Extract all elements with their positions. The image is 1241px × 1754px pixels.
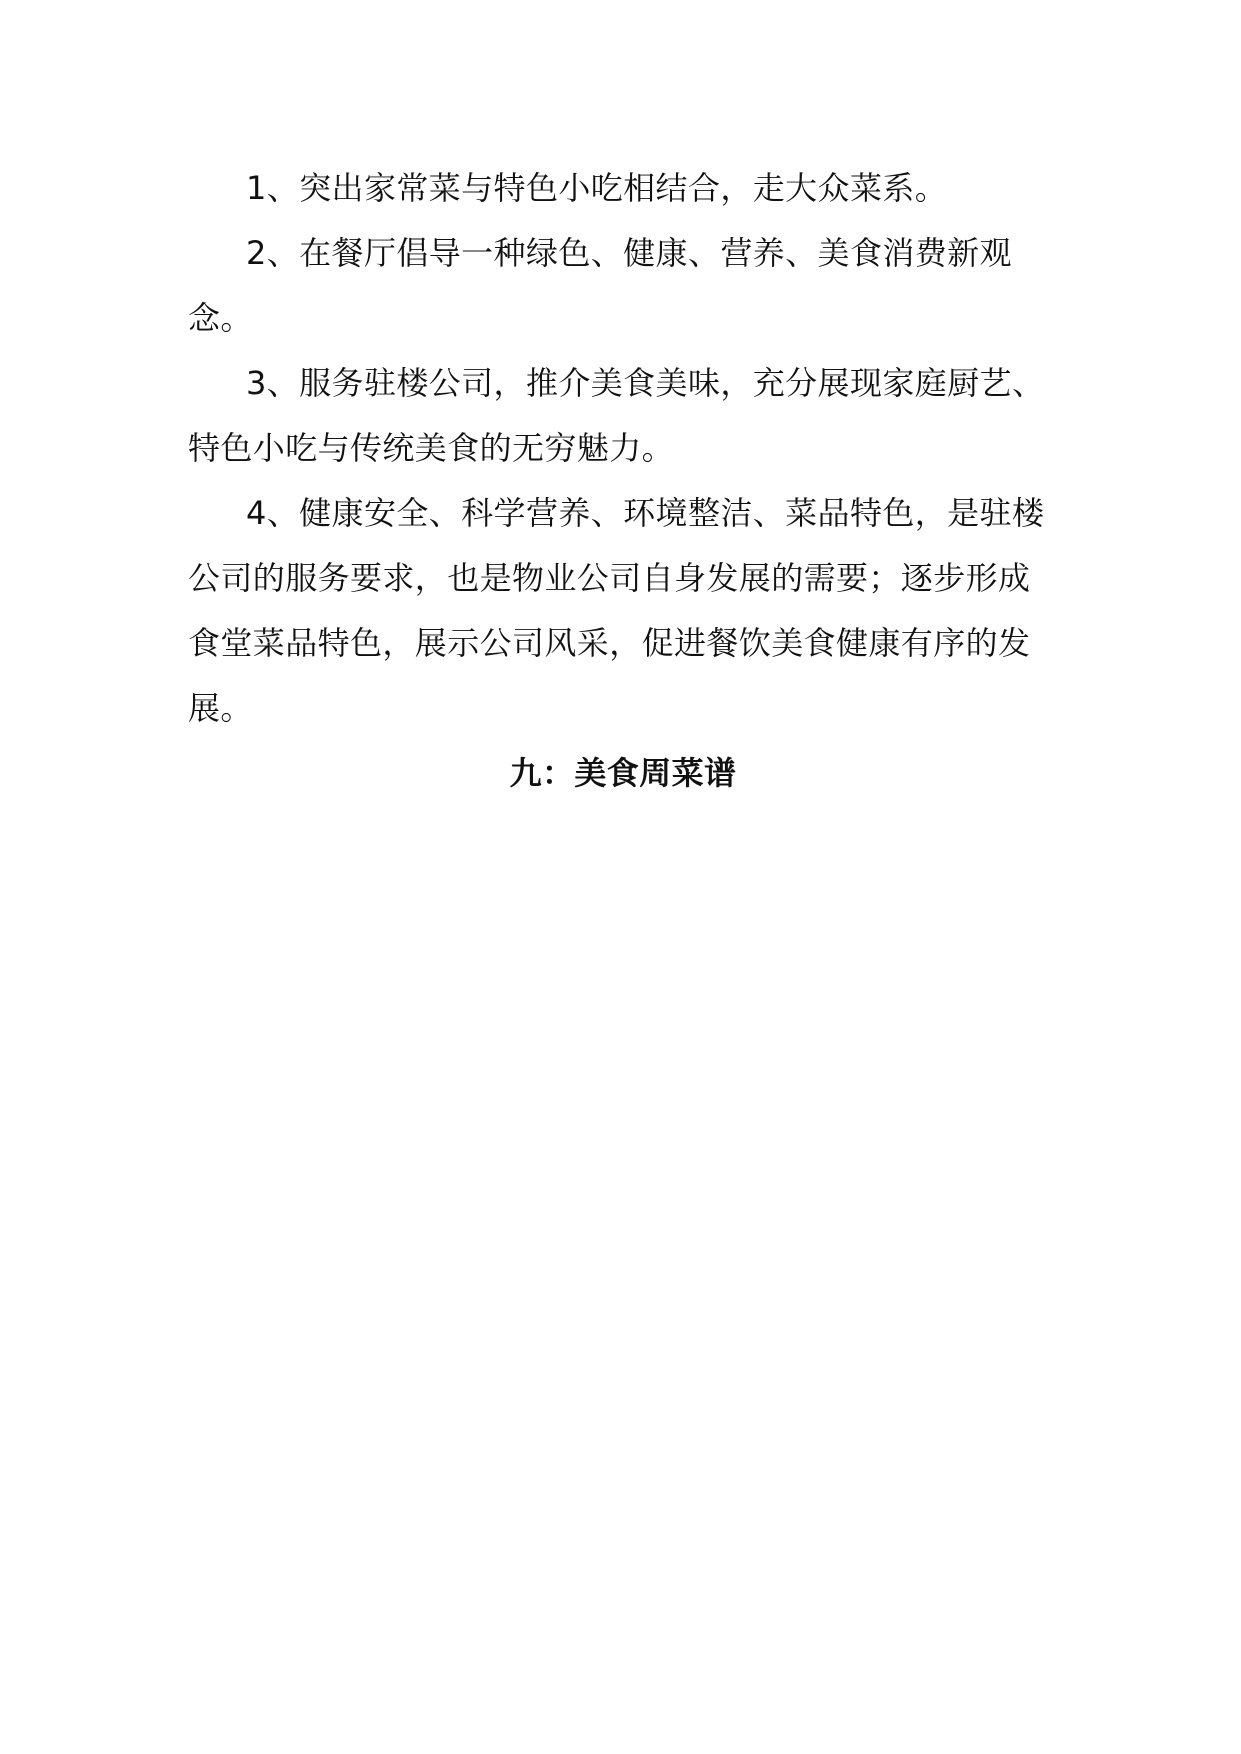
paragraph-4: 4、健康安全、科学营养、环境整洁、菜品特色，是驻楼公司的服务要求，也是物业公司自身发展的需要；逐步形成食堂菜品特色，展示公司风采，促进餐饮美食健康有序的发展。 [188, 494, 1045, 727]
section-heading: 九：美食周菜谱 [509, 754, 737, 792]
paragraph-1: 1、突出家常菜与特色小吃相结合，走大众菜系。 [246, 169, 948, 207]
paragraph-2: 2、在餐厅倡导一种绿色、健康、营养、美食消费新观念。 [188, 234, 1012, 337]
document-body [188, 156, 1058, 806]
paragraph-3: 3、服务驻楼公司，推介美食美味，充分展现家庭厨艺、特色小吃与传统美食的无穷魅力。 [188, 364, 1045, 467]
